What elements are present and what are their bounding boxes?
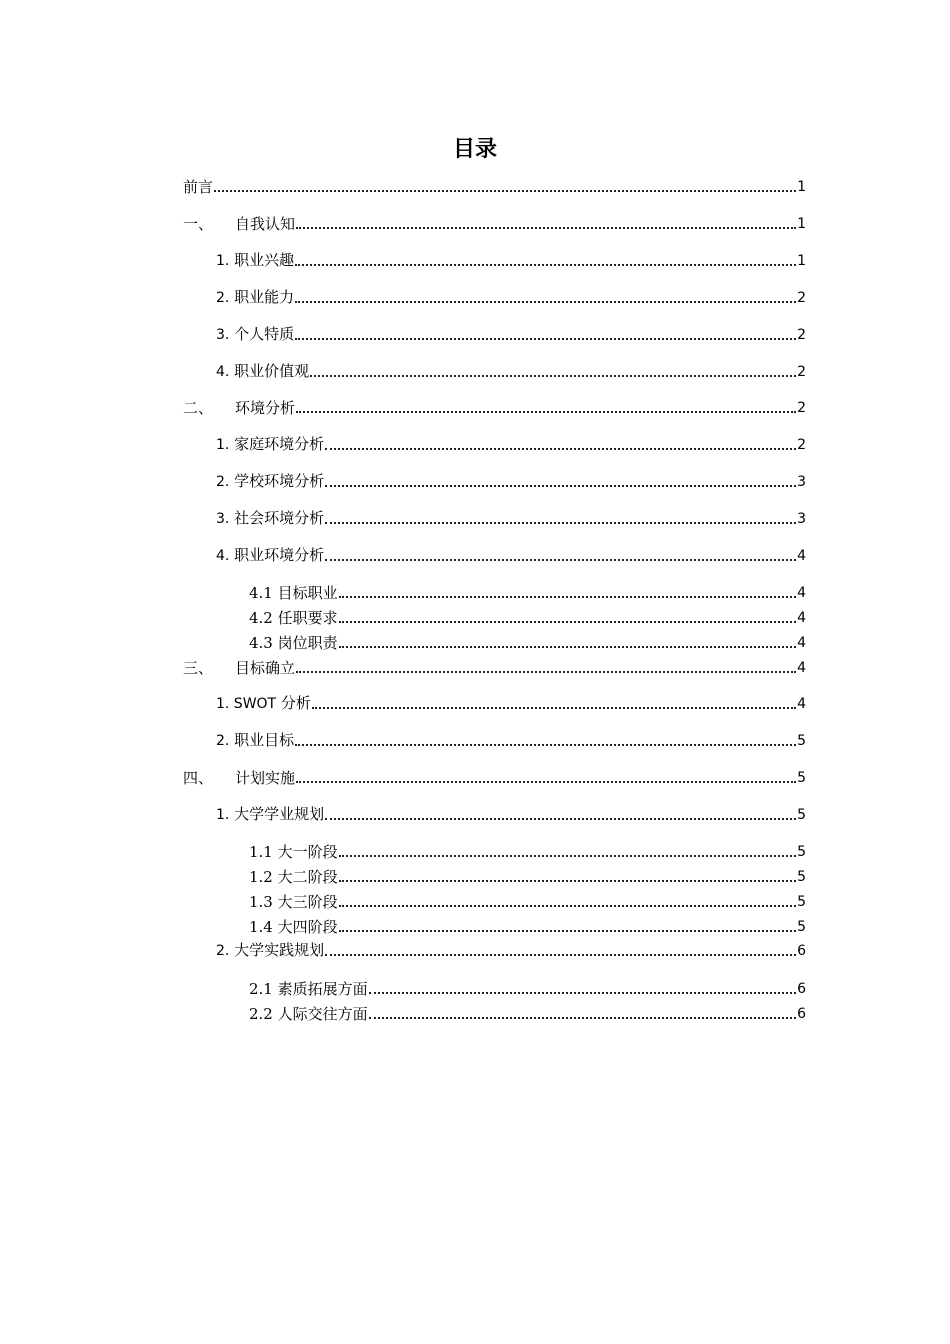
toc-entry[interactable]: [249, 916, 806, 938]
toc-title: 目录: [452, 137, 497, 162]
toc-leader: [339, 646, 796, 648]
toc-leader: [295, 338, 796, 340]
toc-entry-prefix: 4.3: [249, 634, 273, 652]
toc-entry[interactable]: [216, 804, 806, 826]
toc-page-number: 4: [797, 548, 806, 564]
toc-entry-text: 职业价值观: [234, 362, 310, 380]
toc-entry-label: [216, 470, 324, 493]
toc-entry-text: 目标职业: [277, 584, 338, 602]
toc-entry[interactable]: [216, 287, 806, 309]
toc-page-number: 4: [797, 585, 806, 601]
toc-entry-label: [249, 866, 338, 888]
toc-page-number: 1: [797, 216, 806, 232]
toc-page-number: 5: [797, 919, 806, 935]
toc-entry[interactable]: [183, 213, 806, 235]
toc-entry-label: [249, 916, 338, 938]
toc-entry[interactable]: [249, 978, 806, 1000]
toc-entry-text: 计划实施: [235, 769, 296, 787]
toc-entry[interactable]: [249, 841, 806, 863]
toc-entry-text: 职业能力: [234, 288, 295, 306]
toc-page-number: 3: [797, 474, 806, 490]
toc-leader: [310, 375, 796, 377]
toc-entry-prefix: 4.2: [249, 609, 273, 627]
toc-entry-prefix: 2.: [216, 733, 230, 749]
toc-entry-label: [216, 249, 294, 272]
toc-entry-label: [249, 607, 338, 629]
toc-page-number: 4: [797, 696, 806, 712]
toc-leader: [296, 227, 796, 229]
toc-entry[interactable]: [249, 632, 806, 654]
toc-page-number: 4: [797, 610, 806, 626]
toc-leader: [296, 671, 796, 673]
toc-leader: [369, 1017, 796, 1019]
toc-page-number: 5: [797, 770, 806, 786]
toc-entry-text: 分析: [280, 694, 311, 712]
toc-entry-label: [249, 582, 338, 604]
toc-entry-text: 家庭环境分析: [234, 435, 325, 453]
toc-entry-label: [249, 891, 338, 913]
toc-entry[interactable]: [249, 866, 806, 888]
toc-entry[interactable]: [216, 324, 806, 346]
toc-entry-label: [249, 978, 368, 1000]
toc-leader: [339, 880, 796, 882]
toc-page-number: 6: [797, 943, 806, 959]
toc-entry-prefix: 1.1: [249, 843, 273, 861]
toc-page-number: 6: [797, 981, 806, 997]
toc-entry-prefix: 1.2: [249, 868, 273, 886]
toc-page-number: 5: [797, 807, 806, 823]
toc-leader: [325, 954, 796, 956]
toc-entry-prefix: 2.1: [249, 980, 273, 998]
toc-leader: [214, 190, 796, 192]
toc-page-number: 1: [797, 179, 806, 195]
toc-entry[interactable]: [216, 693, 806, 715]
toc-page-number: 5: [797, 894, 806, 910]
toc-entry-text: 职业兴趣: [234, 251, 295, 269]
toc-leader: [296, 781, 796, 783]
toc-entry[interactable]: [216, 508, 806, 530]
toc-page-number: 5: [797, 869, 806, 885]
toc-entry-prefix: 4.: [216, 364, 230, 380]
toc-entry-prefix: 1.: [216, 807, 230, 823]
toc-entry-prefix: 二、: [183, 399, 214, 417]
toc-entry-prefix: 1. SWOT: [216, 696, 277, 712]
toc-entry-text: 职业环境分析: [234, 546, 325, 564]
toc-entry[interactable]: [249, 607, 806, 629]
toc-page-number: 4: [797, 635, 806, 651]
toc-entry-label: [249, 1003, 368, 1025]
toc-entry[interactable]: [249, 1003, 806, 1025]
toc-entry-text: 大三阶段: [277, 893, 338, 911]
toc-leader: [339, 905, 796, 907]
toc-entry-label: [216, 433, 324, 456]
toc-entry-label: [216, 803, 324, 826]
toc-entry-prefix: 四、: [183, 769, 214, 787]
toc-entry-prefix: 三、: [183, 659, 214, 677]
toc-entry-text: 大二阶段: [277, 868, 338, 886]
toc-entry[interactable]: [216, 730, 806, 752]
toc-leader: [339, 930, 796, 932]
toc-entry-label: [216, 323, 294, 346]
toc-entry-label: [216, 692, 311, 715]
toc-entry-label: [249, 632, 338, 654]
toc-entry-label: [183, 213, 295, 235]
toc-entry-text: 大学实践规划: [234, 941, 325, 959]
toc-entry[interactable]: [249, 891, 806, 913]
toc-entry-prefix: 2.2: [249, 1005, 273, 1023]
toc-entry-prefix: 2.: [216, 943, 230, 959]
toc-entry-text: 自我认知: [235, 215, 296, 233]
toc-entry-text: 大学学业规划: [234, 805, 325, 823]
toc-entry-text: 环境分析: [235, 399, 296, 417]
toc-entry[interactable]: [216, 361, 806, 383]
toc-entry-label: [216, 939, 324, 962]
toc-entry[interactable]: [216, 940, 806, 962]
toc-entry-text: 素质拓展方面: [277, 980, 368, 998]
toc-entry-label: [216, 544, 324, 567]
toc-entry-label: [216, 507, 324, 530]
toc-entry-prefix: 1.: [216, 253, 230, 269]
toc-entry[interactable]: [249, 582, 806, 604]
toc-leader: [339, 596, 796, 598]
toc-page-number: 2: [797, 290, 806, 306]
toc-page-number: 2: [797, 437, 806, 453]
toc-entry-label: [183, 657, 295, 679]
toc-leader: [312, 707, 796, 709]
toc-page-number: 2: [797, 364, 806, 380]
toc-entry-prefix: 1.3: [249, 893, 273, 911]
toc-entry-prefix: 一、: [183, 215, 214, 233]
toc-entry-text: 学校环境分析: [234, 472, 325, 490]
toc-page-number: 2: [797, 400, 806, 416]
toc-page-number: 3: [797, 511, 806, 527]
toc-entry[interactable]: [183, 176, 806, 198]
toc-leader: [339, 855, 796, 857]
toc-entry-label: 前言: [183, 178, 214, 196]
toc-leader: [325, 559, 796, 561]
toc-leader: [325, 448, 796, 450]
toc-entry-text: 职业目标: [234, 731, 295, 749]
toc-leader: [325, 522, 796, 524]
toc-entry-text: 大一阶段: [277, 843, 338, 861]
toc-leader: [295, 744, 796, 746]
toc-entry-text: 目标确立: [235, 659, 296, 677]
toc-entry-prefix: 2.: [216, 290, 230, 306]
toc-entry-text: 岗位职责: [277, 634, 338, 652]
toc-entry[interactable]: [183, 397, 806, 419]
toc-entry[interactable]: [216, 545, 806, 567]
toc-entry-text: 社会环境分析: [234, 509, 325, 527]
toc-page-number: 5: [797, 733, 806, 749]
toc-entry-label: [216, 360, 309, 383]
toc-entry-prefix: 2.: [216, 474, 230, 490]
toc-leader: [295, 264, 796, 266]
toc-entry[interactable]: [216, 434, 806, 456]
toc-leader: [325, 485, 796, 487]
toc-entry[interactable]: [183, 767, 806, 789]
toc-page-number: 5: [797, 844, 806, 860]
toc-leader: [369, 992, 796, 994]
toc-leader: [296, 411, 796, 413]
toc-entry-label: [216, 286, 294, 309]
toc-page-number: 2: [797, 327, 806, 343]
toc-entry-text: 任职要求: [277, 609, 338, 627]
toc-entry-text: 大四阶段: [277, 918, 338, 936]
toc-page-number: 6: [797, 1006, 806, 1022]
toc-entry-prefix: 4.1: [249, 584, 273, 602]
toc-entry-label: [249, 841, 338, 863]
toc-entry-label: [183, 767, 295, 789]
toc-leader: [325, 818, 796, 820]
toc-entry-label: [216, 729, 294, 752]
toc-page-number: 4: [797, 660, 806, 676]
toc-entry-prefix: 1.4: [249, 918, 273, 936]
toc-entry[interactable]: [216, 471, 806, 493]
toc-entry-label: [183, 397, 295, 419]
toc-entry-prefix: 3.: [216, 327, 230, 343]
toc-entry-text: 人际交往方面: [277, 1005, 368, 1023]
toc-entry[interactable]: [216, 250, 806, 272]
toc-entry[interactable]: [183, 657, 806, 679]
toc-entry-prefix: 1.: [216, 437, 230, 453]
toc-leader: [339, 621, 796, 623]
toc-leader: [295, 301, 796, 303]
toc-entry-prefix: 4.: [216, 548, 230, 564]
toc-entry-prefix: 3.: [216, 511, 230, 527]
toc-entry-text: 个人特质: [234, 325, 295, 343]
toc-page-number: 1: [797, 253, 806, 269]
